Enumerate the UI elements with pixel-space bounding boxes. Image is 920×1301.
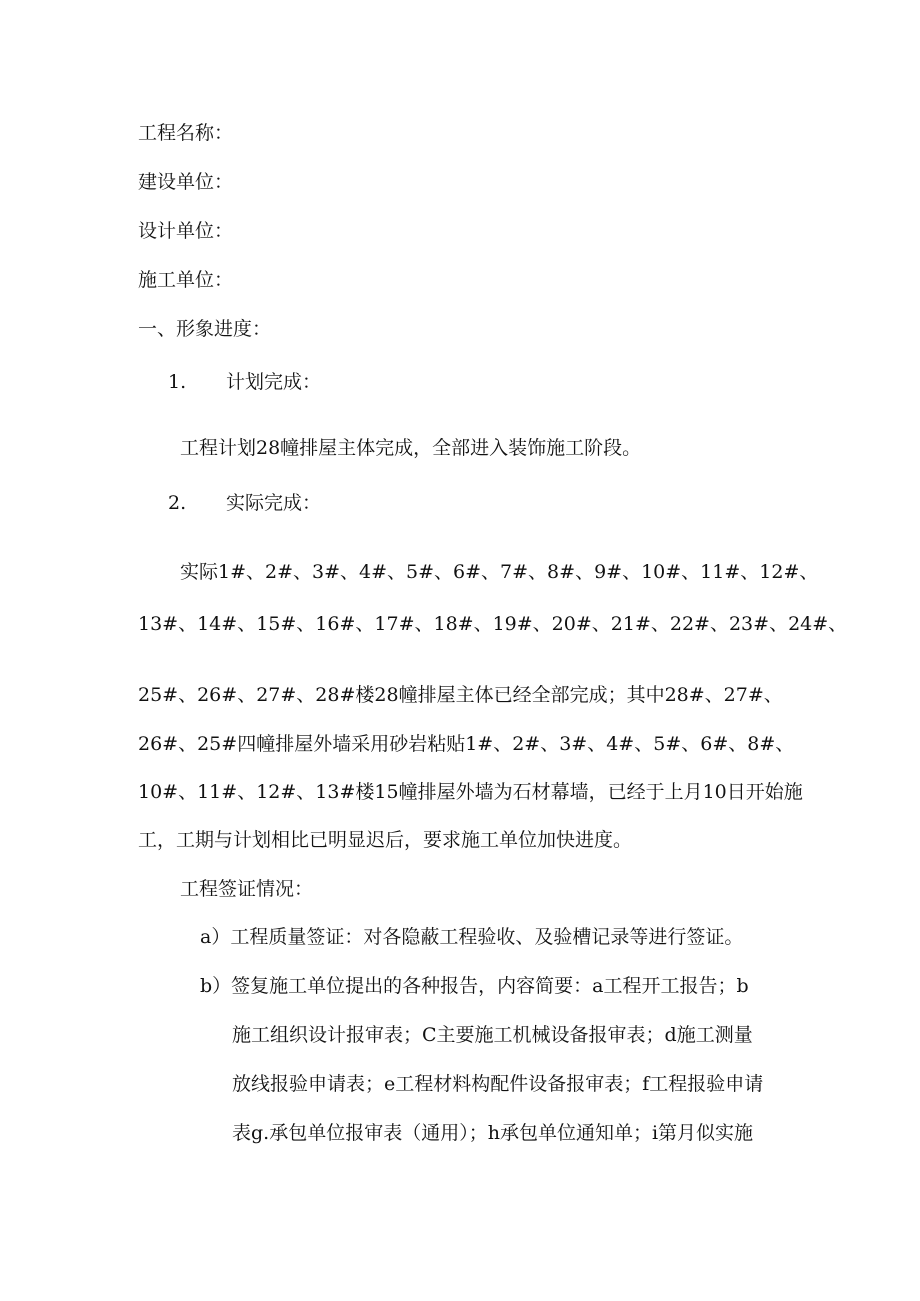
field-project-name: 工程名称： <box>138 122 234 144</box>
visa-item-b-line-2: 施工组织设计报审表；C主要施工机械设备报审表；d施工测量 <box>232 1024 753 1046</box>
visa-item-a: a）工程质量签证：对各隐蔽工程验收、及验槽记录等进行签证。 <box>200 926 744 948</box>
item-actual-label: 实际完成： <box>226 492 322 514</box>
field-construction-unit: 建设单位： <box>138 171 234 193</box>
item-planned-number: 1. <box>168 371 187 393</box>
visa-item-b-line-4: 表g.承包单位报审表（通用）；h承包单位通知单；i第月似实施 <box>232 1122 754 1144</box>
item-actual <box>168 491 321 515</box>
visa-title: 工程签证情况： <box>180 878 314 900</box>
planned-text: 工程计划28幢排屋主体完成，全部进入装饰施工阶段。 <box>180 437 642 459</box>
visa-item-b-line-1: b）签复施工单位提出的各种报告，内容简要：a工程开工报告；b <box>200 975 749 997</box>
actual-line-1: 实际1#、2#、3#、4#、5#、6#、7#、8#、9#、10#、11#、12#、 <box>180 561 819 583</box>
field-builder-unit: 施工单位： <box>138 269 234 291</box>
actual-line-4: 26#、25#四幢排屋外墙采用砂岩粘贴1#、2#、3#、4#、5#、6#、8#、 <box>138 733 795 755</box>
actual-line-3: 25#、26#、27#、28#楼28幢排屋主体已经全部完成；其中28#、27#、 <box>138 684 783 706</box>
actual-line-6: 工，工期与计划相比已明显迟后，要求施工单位加快进度。 <box>138 829 633 851</box>
item-planned-label: 计划完成： <box>226 371 322 393</box>
item-actual-number: 2. <box>168 492 187 514</box>
item-planned <box>168 370 321 394</box>
section-title-progress: 一、形象进度： <box>138 318 272 340</box>
field-design-unit: 设计单位： <box>138 220 234 242</box>
actual-line-5: 10#、11#、12#、13#楼15幢排屋外墙为石材幕墙，已经于上月10日开始施 <box>138 781 803 803</box>
visa-item-b-line-3: 放线报验申请表；e工程材料构配件设备报审表；f工程报验申请 <box>232 1073 764 1095</box>
actual-line-2: 13#、14#、15#、16#、17#、18#、19#、20#、21#、22#、23#、24#、 <box>138 613 848 635</box>
